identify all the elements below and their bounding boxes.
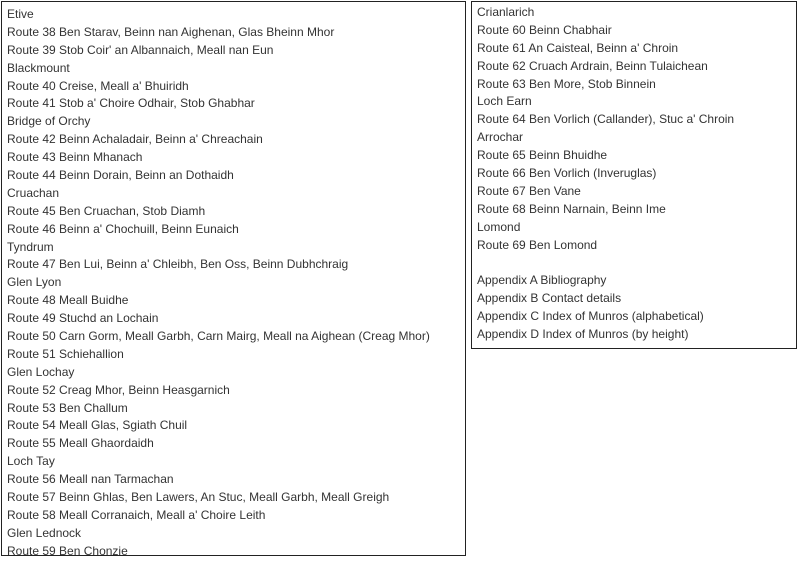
contents-entry: Appendix A Bibliography: [477, 273, 607, 288]
contents-entry: Route 64 Ben Vorlich (Callander), Stuc a' Chroin: [477, 112, 735, 127]
contents-entry: Appendix D Index of Munros (by height): [477, 327, 689, 342]
contents-entry: Route 42 Beinn Achaladair, Beinn a' Chreachain: [7, 132, 263, 147]
contents-entry: Route 38 Ben Starav, Beinn nan Aighenan, Glas Bheinn Mhor: [7, 24, 335, 39]
contents-entry: Route 39 Stob Coir' an Albannaich, Meall nan Eun: [7, 42, 274, 57]
contents-entry: Route 47 Ben Lui, Beinn a' Chleibh, Ben Oss, Beinn Dubhchraig: [7, 257, 349, 272]
contents-entry: Route 61 An Caisteal, Beinn a' Chroin: [477, 40, 679, 55]
contents-entry: Route 66 Ben Vorlich (Inveruglas): [477, 166, 657, 181]
section-heading: Crianlarich: [477, 5, 535, 19]
contents-entry: Route 40 Creise, Meall a' Bhuiridh: [7, 78, 189, 93]
contents-entry: Route 54 Meall Glas, Sgiath Chuil: [7, 418, 188, 433]
contents-entry: Route 60 Beinn Chabhair: [477, 22, 612, 37]
contents-entry: Route 63 Ben More, Stob Binnein: [477, 76, 656, 91]
contents-entry: Route 48 Meall Buidhe: [7, 293, 129, 308]
contents-entry: Route 68 Beinn Narnain, Beinn Ime: [477, 201, 666, 216]
contents-entry: Route 67 Ben Vane: [477, 183, 581, 198]
contents-entry: Appendix B Contact details: [477, 291, 622, 306]
section-heading: Etive: [7, 7, 34, 21]
section-heading: Bridge of Orchy: [7, 114, 91, 129]
contents-entry: Route 57 Beinn Ghlas, Ben Lawers, An Stuc, Meall Garbh, Meall Greigh: [7, 490, 390, 505]
contents-entry: Route 53 Ben Challum: [7, 400, 128, 415]
section-heading: Loch Tay: [7, 454, 55, 469]
section-heading: Glen Lochay: [7, 364, 75, 379]
contents-column-left: [1, 1, 466, 556]
contents-entry: Route 50 Carn Gorm, Meall Garbh, Carn Mairg, Meall na Aighean (Creag Mhor): [7, 329, 430, 344]
contents-entry: Route 52 Creag Mhor, Beinn Heasgarnich: [7, 382, 230, 397]
contents-entry: Route 49 Stuchd an Lochain: [7, 311, 159, 326]
contents-entry: Appendix C Index of Munros (alphabetical): [477, 309, 704, 324]
contents-entry: Route 69 Ben Lomond: [477, 237, 598, 252]
contents-entry: Route 65 Beinn Bhuidhe: [477, 148, 608, 163]
section-heading: Lomond: [477, 219, 521, 234]
contents-entry: Route 45 Ben Cruachan, Stob Diamh: [7, 203, 206, 218]
contents-entry: Route 62 Cruach Ardrain, Beinn Tulaichean: [477, 58, 708, 73]
contents-column-right: [471, 1, 797, 349]
section-heading: Glen Lyon: [7, 275, 62, 290]
section-heading: Cruachan: [7, 185, 60, 200]
contents-entry: Route 58 Meall Corranaich, Meall a' Choire Leith: [7, 507, 266, 522]
section-heading: Tyndrum: [7, 239, 54, 254]
contents-entry: Route 51 Schiehallion: [7, 346, 124, 361]
section-heading: Glen Lednock: [7, 525, 82, 540]
contents-entry: Route 59 Ben Chonzie: [7, 543, 128, 558]
contents-entry: Route 43 Beinn Mhanach: [7, 150, 143, 165]
section-heading: Loch Earn: [477, 94, 532, 109]
contents-entry: Route 55 Meall Ghaordaidh: [7, 436, 154, 451]
section-heading: Blackmount: [7, 60, 70, 75]
contents-entry: Route 44 Beinn Dorain, Beinn an Dothaidh: [7, 168, 234, 183]
section-heading: Arrochar: [477, 130, 524, 145]
contents-entry: Route 41 Stob a' Choire Odhair, Stob Ghabhar: [7, 96, 255, 111]
contents-entry: Route 56 Meall nan Tarmachan: [7, 472, 174, 487]
contents-entry: Route 46 Beinn a' Chochuill, Beinn Eunaich: [7, 221, 239, 236]
spacer: [477, 254, 796, 272]
